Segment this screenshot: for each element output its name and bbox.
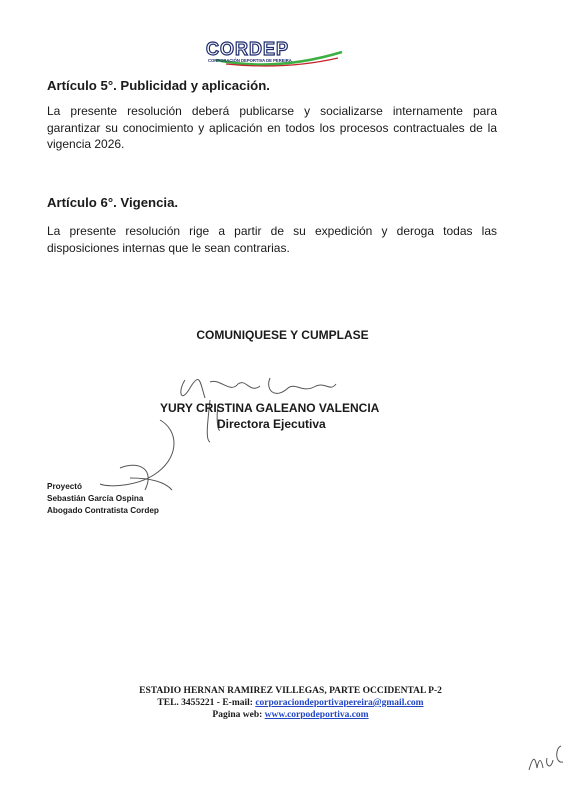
- signatory-name: YURY CRISTINA GALEANO VALENCIA: [160, 401, 380, 415]
- footer-web-label: Pagina web:: [212, 710, 263, 720]
- cordep-logo: [196, 38, 346, 72]
- footer-web: [0, 710, 581, 720]
- article-5-body: La presente resolución deberá publicarse y socializarse internamente para garantizar su conocimiento y aplicación en todos los procesos contractuales de la vigencia 2026.: [47, 104, 497, 151]
- footer-tel-label: TEL. 3455221 - E-mail:: [157, 698, 253, 708]
- article-6-body: La presente resolución rige a partir de su expedición y deroga todas las disposiciones internas que le sean contrarias.: [47, 224, 497, 255]
- footer-web-link[interactable]: www.corpodeportiva.com: [264, 710, 369, 720]
- projected-role: Abogado Contratista Cordep: [47, 506, 159, 515]
- closing-statement: COMUNIQUESE Y CUMPLASE: [196, 328, 369, 342]
- initials-mark: [525, 738, 575, 778]
- handwritten-signature: [60, 360, 360, 530]
- svg-text:CORDEP: CORDEP: [206, 39, 290, 59]
- footer-address: ESTADIO HERNAN RAMIREZ VILLEGAS, PARTE OCCIDENTAL P-2: [139, 686, 442, 696]
- footer-contact: [0, 698, 581, 708]
- article-6-title: Artículo 6°. Vigencia.: [47, 195, 179, 210]
- signatory-role: Directora Ejecutiva: [217, 417, 326, 431]
- svg-text:CORPORACIÓN DEPORTIVA DE PEREI: CORPORACIÓN DEPORTIVA DE PEREIRA: [208, 58, 292, 63]
- projected-label: Proyectó: [47, 482, 83, 491]
- footer-email-link[interactable]: corporaciondeportivapereira@gmail.com: [255, 698, 424, 708]
- projected-name: Sebastián García Ospina: [47, 494, 144, 503]
- article-5-title: Artículo 5°. Publicidad y aplicación.: [47, 78, 270, 93]
